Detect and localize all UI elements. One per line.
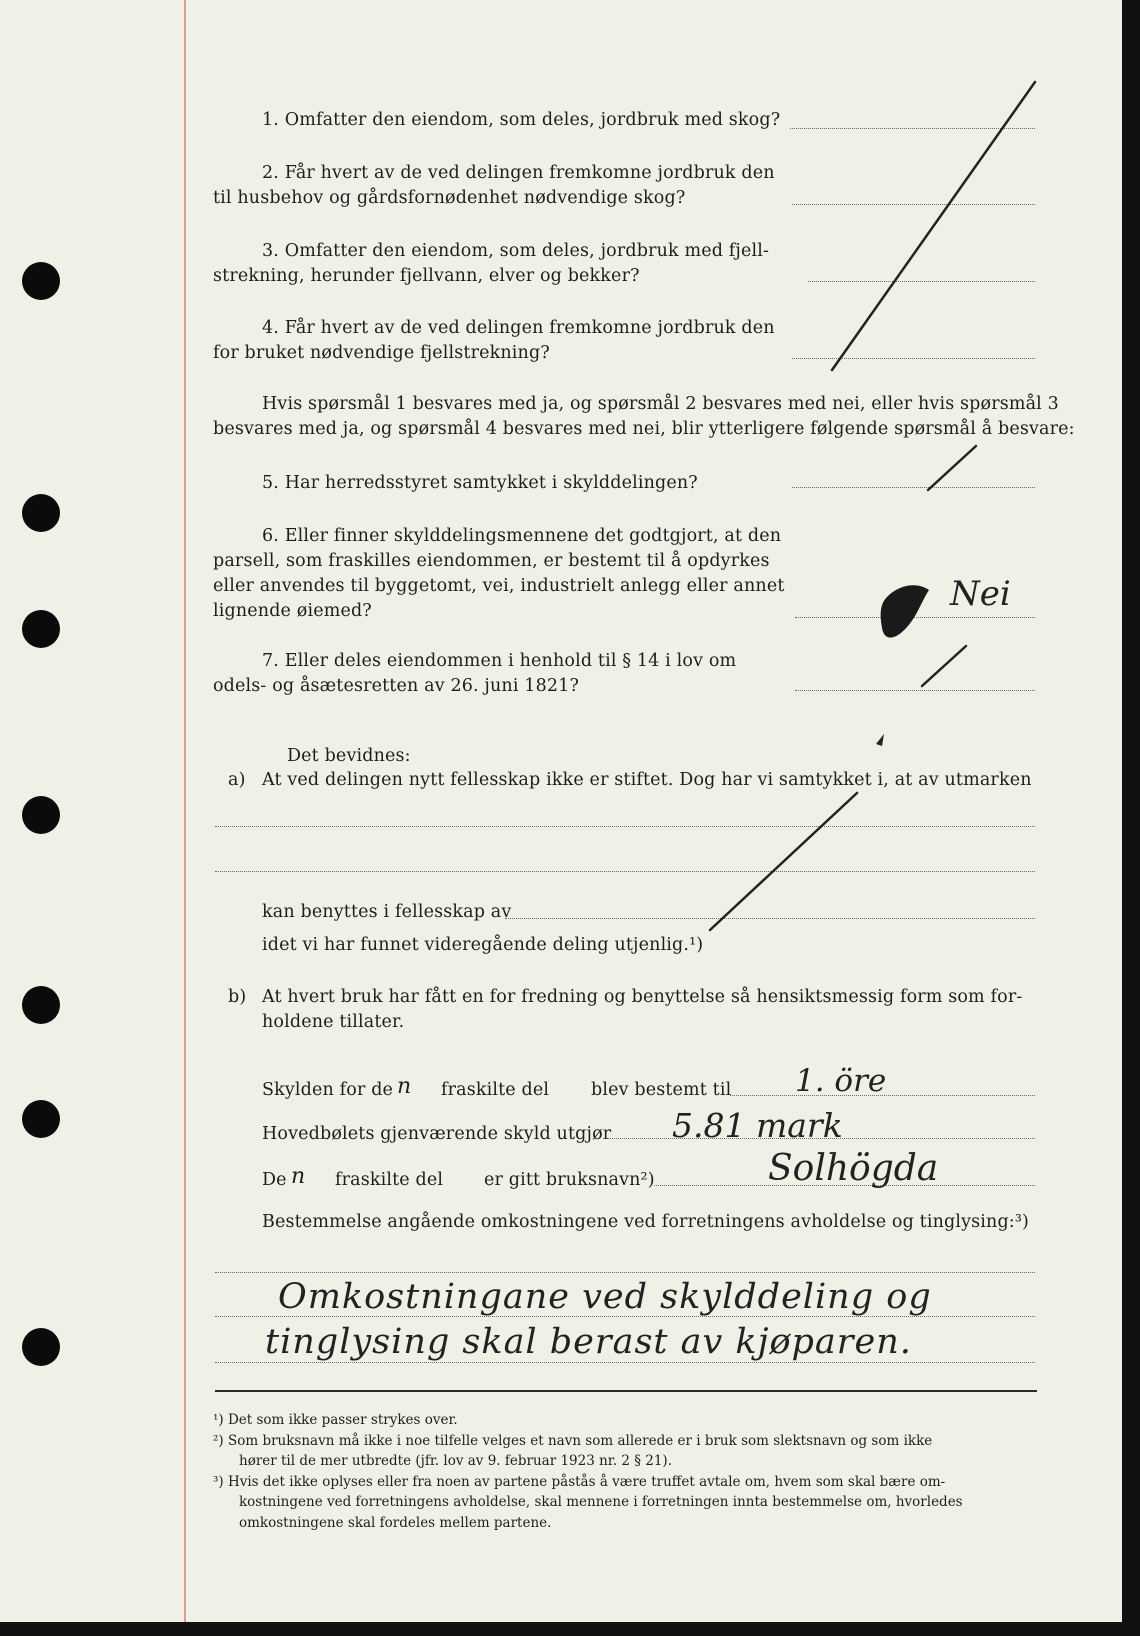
certify-b-line2: holdene tillater. [262, 1012, 405, 1032]
omk-handwriting-1: Omkostningane ved skylddeling og [278, 1277, 932, 1317]
certify-a-reason: idet vi har funnet videregående deling utjenlig.¹) [262, 935, 704, 955]
skyld-value: 1. öre [795, 1063, 887, 1099]
navn-label-prefix: De [262, 1170, 287, 1190]
navn-label-suffix: er gitt bruksnavn²) [484, 1170, 655, 1190]
omk-label: Bestemmelse angående omkostningene ved forretningens avholdelse og tinglysing:³) [262, 1212, 1029, 1232]
certify-a-label: a) [228, 770, 246, 790]
footnote-2-line2: hører til de mer utbredte (jfr. lov av 9. februar 1923 nr. 2 § 21). [239, 1453, 672, 1469]
question-5: 5. Har herredsstyret samtykket i skylddelingen? [262, 473, 698, 493]
question-6-line4: lignende øiemed? [213, 601, 372, 621]
question-1: 1. Omfatter den eiendom, som deles, jordbruk med skog? [262, 110, 781, 130]
question-4-line2: for bruket nødvendige fjellstrekning? [213, 343, 550, 363]
scan-edge-right [1122, 0, 1140, 1636]
skyld-label-mid: fraskilte del [441, 1080, 550, 1100]
question-3-line2: strekning, herunder fjellvann, elver og bekker? [213, 266, 640, 286]
omk-handwriting-2: tinglysing skal berast av kjøparen. [265, 1322, 912, 1362]
footnote-1: ¹) Det som ikke passer strykes over. [213, 1412, 458, 1428]
hoved-value: 5.81 mark [672, 1106, 843, 1145]
strike-stroke-question-7 [922, 646, 966, 686]
navn-hand-n: n [291, 1164, 306, 1189]
navn-label-mid: fraskilte del [335, 1170, 444, 1190]
question-7-line1: 7. Eller deles eiendommen i henhold til § 14 i lov om [262, 651, 737, 671]
bruksnavn-value: Solhögda [768, 1148, 939, 1189]
skyld-label-suffix: blev bestemt til [591, 1080, 732, 1100]
certify-a-common: kan benyttes i fellesskap av [262, 902, 512, 922]
certify-a-text: At ved delingen nytt fellesskap ikke er stiftet. Dog har vi samtykket i, at av utmarken [262, 770, 1032, 790]
footnote-3-line1: ³) Hvis det ikke oplyses eller fra noen av partene påstås å være truffet avtale om, hvem som skal bære om- [213, 1474, 946, 1490]
certify-b-label: b) [228, 987, 247, 1007]
hoved-label: Hovedbølets gjenværende skyld utgjør [262, 1124, 612, 1144]
question-3-line1: 3. Omfatter den eiendom, som deles, jordbruk med fjell- [262, 241, 770, 261]
certify-heading: Det bevidnes: [287, 746, 411, 766]
question-7-line2: odels- og åsætesretten av 26. juni 1821? [213, 676, 579, 696]
footnote-2-line1: ²) Som bruksnavn må ikke i noe tilfelle velges et navn som allerede er i bruk som slektsnavn og som ikke [213, 1433, 933, 1449]
question-2-line1: 2. Får hvert av de ved delingen fremkomne jordbruk den [262, 163, 775, 183]
skyld-label-prefix: Skylden for de [262, 1080, 394, 1100]
question-4-line1: 4. Får hvert av de ved delingen fremkomne jordbruk den [262, 318, 775, 338]
strike-stroke-question-5 [928, 446, 976, 490]
footnote-3-line2: kostningene ved forretningens avholdelse, skal mennene i forretningen innta bestemmelse om, hvorledes [239, 1494, 963, 1510]
strike-stroke-certify-a [710, 793, 857, 930]
ink-mark [876, 734, 884, 746]
strike-stroke-questions-1-4 [832, 82, 1035, 370]
question-6-line3: eller anvendes til byggetomt, vei, industrielt anlegg eller annet [213, 576, 785, 596]
condition-line1: Hvis spørsmål 1 besvares med ja, og spørsmål 2 besvares med nei, eller hvis spørsmål 3 [262, 394, 1059, 414]
scan-edge-bottom [0, 1622, 1140, 1636]
ink-blot [881, 585, 929, 637]
skyld-hand-n: n [397, 1074, 412, 1099]
question-2-line2: til husbehov og gårdsfornødenhet nødvendige skog? [213, 188, 686, 208]
condition-line2: besvares med ja, og spørsmål 4 besvares med nei, blir ytterligere følgende spørsmål å besvare: [213, 419, 1075, 439]
handwritten-answer-nei: Nei [950, 574, 1011, 614]
certify-b-line1: At hvert bruk har fått en for fredning og benyttelse så hensiktsmessig form som for- [262, 987, 1023, 1007]
footnote-3-line3: omkostningene skal fordeles mellem partene. [239, 1515, 552, 1531]
question-6-line1: 6. Eller finner skylddelingsmennene det godtgjort, at den [262, 526, 782, 546]
question-6-line2: parsell, som fraskilles eiendommen, er bestemt til å opdyrkes [213, 551, 770, 571]
